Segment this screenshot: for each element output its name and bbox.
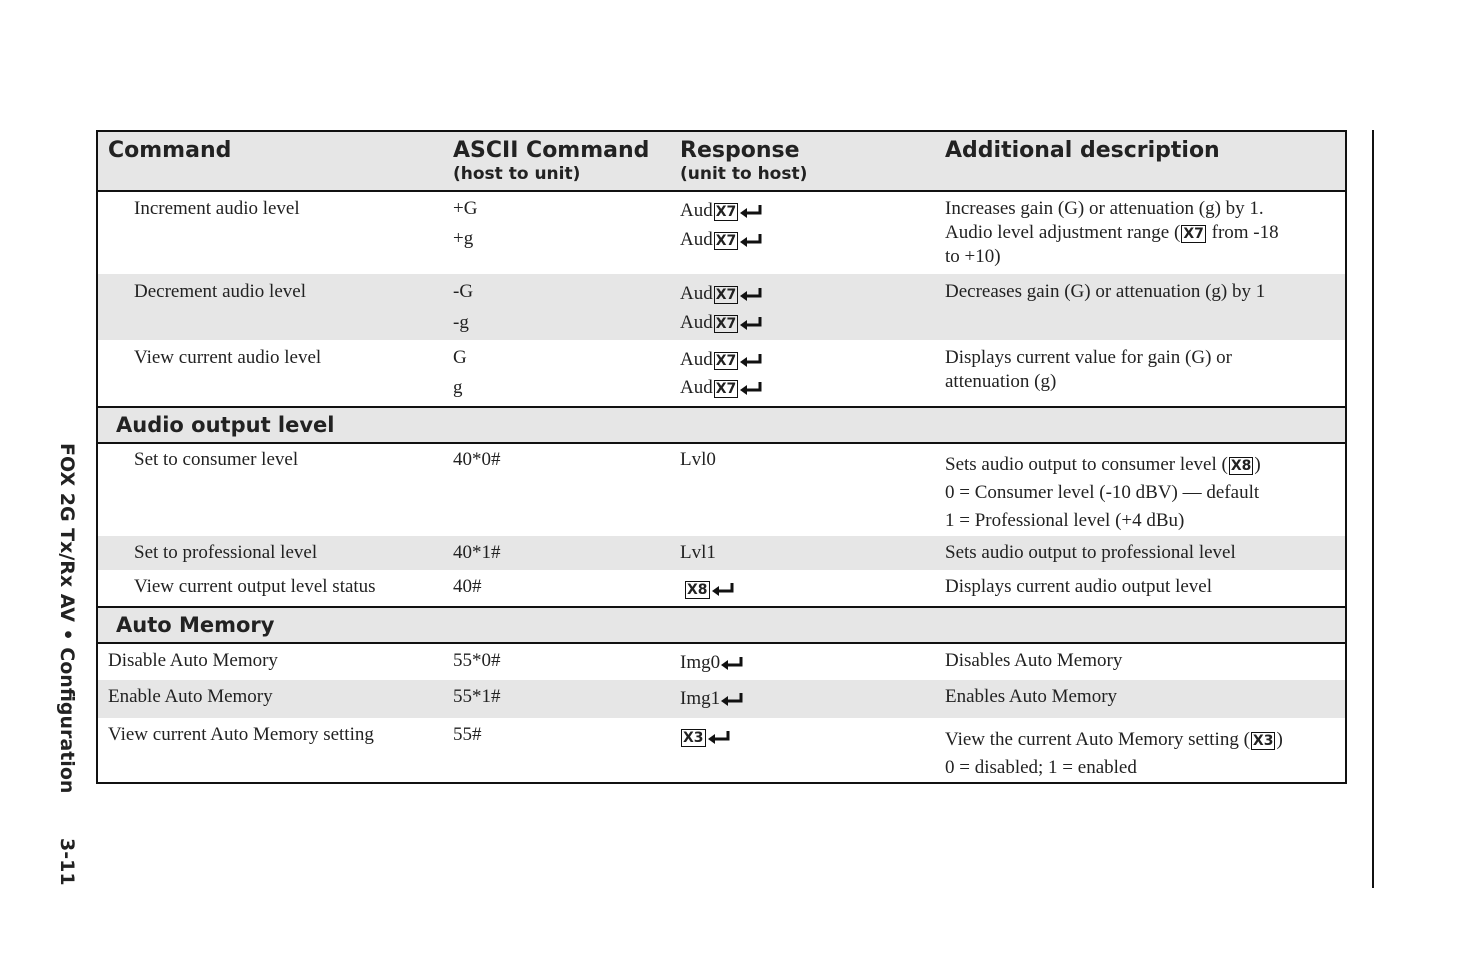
enter-icon: [739, 204, 763, 220]
response: [684, 577, 735, 601]
description-line: View the current Auto Memory setting ( X3 ): [945, 729, 1283, 750]
ascii-command: -G: [453, 281, 474, 302]
description: Disables Auto Memory: [945, 650, 1123, 671]
command-label: Increment audio level: [134, 198, 300, 219]
col-header-command: Command: [108, 138, 232, 163]
ascii-command: G: [453, 347, 467, 368]
response-text: Aud: [680, 200, 713, 221]
description: Displays current audio output level: [945, 576, 1212, 597]
description-line: attenuation (g): [945, 371, 1057, 392]
response: [680, 311, 763, 335]
ascii-command: g: [453, 377, 463, 398]
response-text: Aud: [680, 312, 713, 333]
variable-box: X3: [683, 729, 704, 746]
response: Lvl1: [680, 542, 716, 563]
response-text: Aud: [680, 349, 713, 370]
enter-icon: [707, 730, 731, 746]
description-line: 1 = Professional level (+4 dBu): [945, 510, 1185, 531]
description: [945, 726, 1335, 782]
ascii-command: 55#: [453, 724, 482, 745]
command-label: View current output level status: [134, 576, 376, 597]
enter-icon: [739, 316, 763, 332]
table-row: [98, 536, 1345, 570]
description-line: 0 = disabled; 1 = enabled: [945, 757, 1137, 778]
command-table: [96, 130, 1347, 784]
table-row: [98, 680, 1345, 718]
description-line: 0 = Consumer level (-10 dBV) — default: [945, 482, 1260, 503]
description: Sets audio output to professional level: [945, 542, 1236, 563]
command-label: Disable Auto Memory: [108, 650, 278, 671]
col-header-response-sub: (unit to host): [680, 164, 808, 184]
ascii-command: 55*1#: [453, 686, 501, 707]
description: [945, 346, 1335, 394]
ascii-command: 40*0#: [453, 449, 501, 470]
col-header-response: Response: [680, 138, 800, 163]
description: [945, 197, 1335, 269]
variable-box: X7: [715, 352, 737, 369]
section-header-row: [98, 408, 1345, 442]
ascii-command: 40*1#: [453, 542, 501, 563]
variable-box: X3: [1252, 732, 1274, 749]
table-row: [98, 444, 1345, 536]
table-row: [98, 570, 1345, 606]
command-label: Set to consumer level: [134, 449, 299, 470]
variable-box: X7: [1183, 225, 1204, 242]
page-number: 3-11: [56, 838, 78, 886]
enter-icon: [739, 287, 763, 303]
running-title: FOX 2G Tx/Rx AV • Configuration: [56, 443, 78, 794]
response: [680, 725, 731, 749]
description: Decreases gain (G) or attenuation (g) by 1: [945, 281, 1266, 302]
variable-box: X7: [715, 232, 737, 249]
description-line: Audio level adjustment range ( X7 from -18: [945, 222, 1279, 243]
enter-icon: [739, 233, 763, 249]
table-row: [98, 644, 1345, 680]
description-line: Sets audio output to consumer level ( X8 ): [945, 454, 1261, 475]
response-text: Aud: [680, 283, 713, 304]
command-label: Enable Auto Memory: [108, 686, 273, 707]
variable-box: X7: [715, 380, 737, 397]
section-title: Auto Memory: [116, 613, 275, 637]
ascii-command: 55*0#: [453, 650, 501, 671]
command-label: View current audio level: [134, 347, 322, 368]
table-row: [98, 192, 1345, 274]
ascii-command: +g: [453, 228, 474, 249]
response: [680, 348, 763, 372]
table-row: [98, 718, 1345, 782]
variable-box: X7: [715, 315, 737, 332]
ascii-command: 40#: [453, 576, 482, 597]
description-line: Displays current value for gain (G) or: [945, 347, 1233, 368]
table-header-row: [98, 132, 1345, 190]
enter-icon: [720, 656, 744, 672]
ascii-command: -g: [453, 312, 469, 333]
variable-box: X7: [715, 286, 737, 303]
command-label: Decrement audio level: [134, 281, 306, 302]
col-header-ascii-sub: (host to unit): [453, 164, 581, 184]
response-text: Img0: [680, 652, 721, 673]
variable-box: X8: [687, 581, 708, 598]
enter-icon: [739, 381, 763, 397]
section-header-row: [98, 608, 1345, 642]
description: [945, 451, 1335, 535]
page-edge-rule: [1372, 130, 1374, 888]
response: [680, 376, 763, 400]
enter-icon: [720, 692, 744, 708]
response: [680, 687, 744, 711]
table-row: [98, 340, 1345, 406]
description: Enables Auto Memory: [945, 686, 1118, 707]
ascii-command: +G: [453, 198, 478, 219]
variable-box: X7: [715, 203, 737, 220]
response: [680, 199, 763, 223]
description-line: Increases gain (G) or attenuation (g) by 1.: [945, 198, 1264, 219]
table-row: [98, 274, 1345, 340]
command-label: Set to professional level: [134, 542, 318, 563]
response: Lvl0: [680, 449, 716, 470]
command-label: View current Auto Memory setting: [108, 724, 374, 745]
response-text: Img1: [680, 688, 721, 709]
description-line: to +10): [945, 246, 1001, 267]
enter-icon: [711, 582, 735, 598]
section-title: Audio output level: [116, 413, 335, 437]
response-text: Aud: [680, 377, 713, 398]
response: [680, 651, 744, 675]
response-text: Aud: [680, 229, 713, 250]
response: [680, 228, 763, 252]
col-header-ascii: ASCII Command: [453, 138, 650, 163]
variable-box: X8: [1230, 457, 1252, 474]
response: [680, 282, 763, 306]
enter-icon: [739, 353, 763, 369]
col-header-description: Additional description: [945, 138, 1220, 163]
